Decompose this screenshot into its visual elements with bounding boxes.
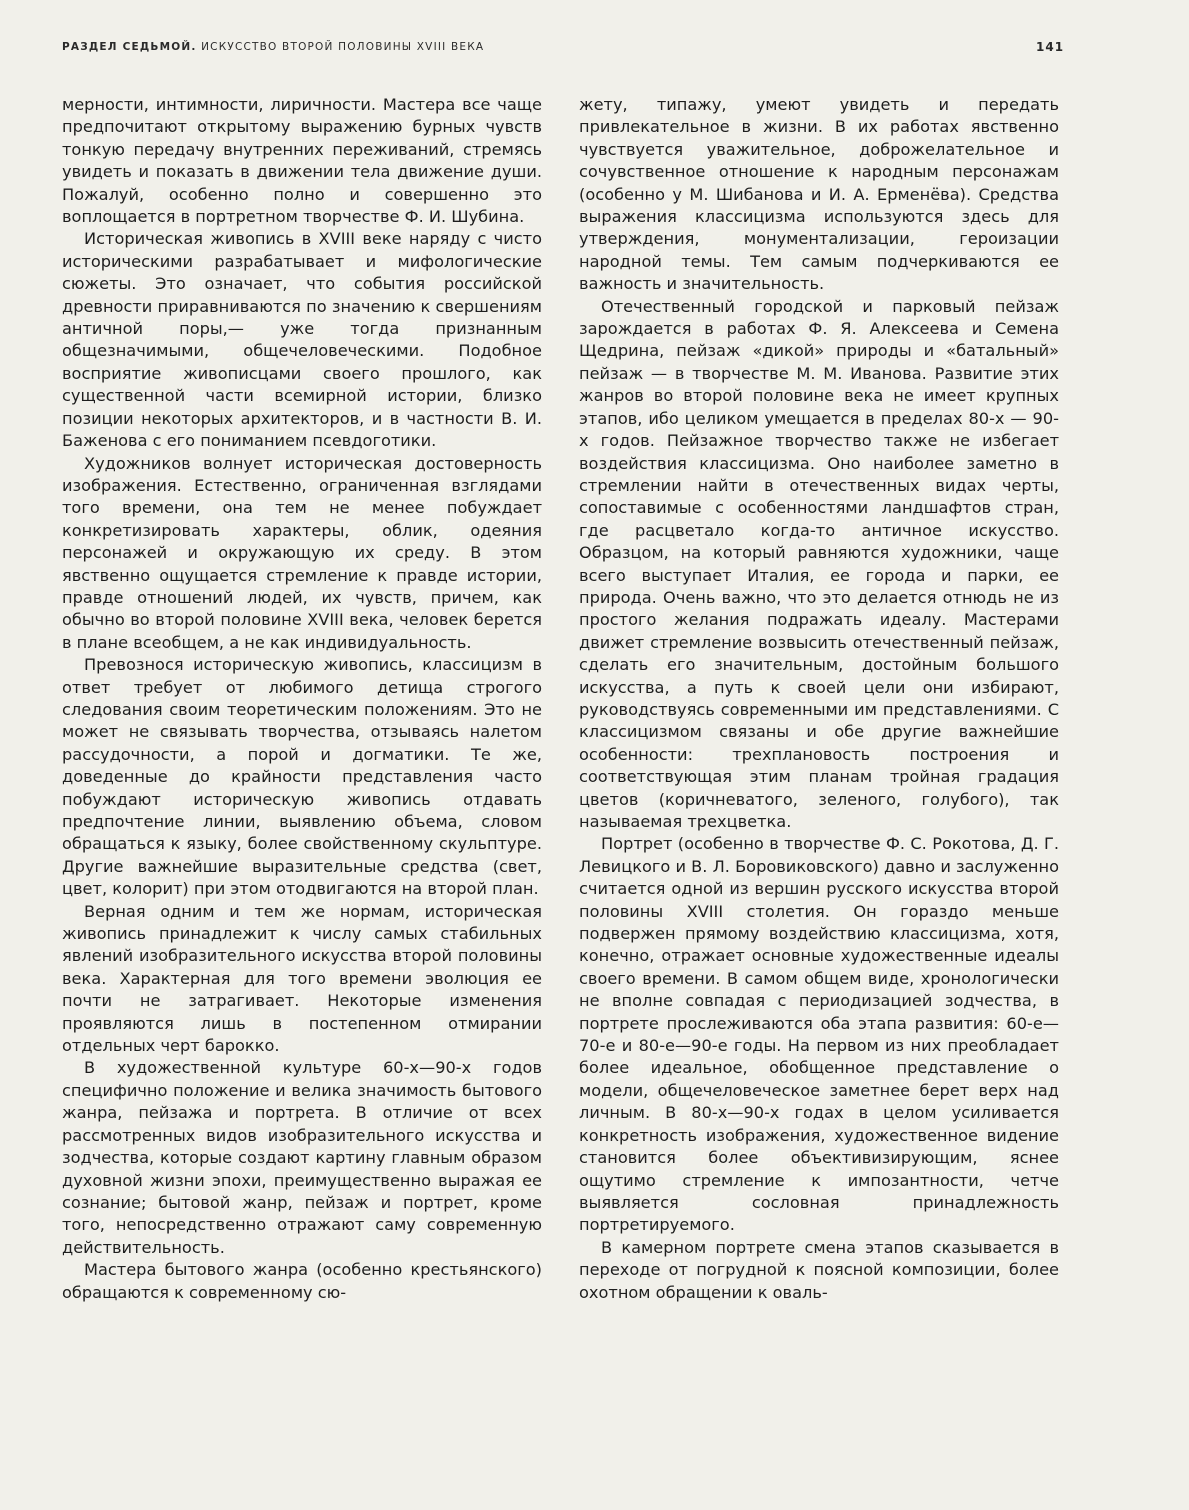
paragraph: В художественной культуре 60-х—90-х годов специфично положение и велика значимость бытового жанра, пейзажа и портрета. В отличие от всех рассмотренных видов изобразительного искусства и зодчества, которые создают картину главным образом духовной жизни эпохи, преимущественно выражая ее сознание; бытовой жанр, пейзаж и портрет, кроме того, непосредственно отражают саму современную действительность.	[62, 1058, 542, 1257]
section-title: ИСКУССТВО ВТОРОЙ ПОЛОВИНЫ XVIII ВЕКА	[201, 41, 485, 53]
paragraph: мерности, интимности, лиричности. Мастера все чаще предпочитают открытому выражению бурных чувств тонкую передачу внутренних переживаний, стремясь увидеть и показать в движении тела движение души. Пожалуй, особенно полно и совершенно это воплощается в портретном творчестве Ф. И. Шубина.	[62, 95, 542, 227]
page-number: 141	[1036, 40, 1065, 54]
paragraph: Верная одним и тем же нормам, историческая живопись принадлежит к числу самых стабильных явлений изобразительного искусства второй половины века. Характерная для того времени эволюция ее почти не затрагивает. Некоторые изменения проявляются лишь в постепенном отмирании отдельных черт барокко.	[62, 901, 542, 1056]
right-text-column	[579, 94, 1059, 1304]
section-label: РАЗДЕЛ СЕДЬМОЙ.	[62, 41, 197, 53]
paragraph: Превознося историческую живопись, классицизм в ответ требует от любимого детища строгого следования своим теоретическим положениям. Это не может не связывать творчества, отзываясь налетом рассудочности, а порой и догматики. Те же, доведенные до крайности представления часто побуждают историческую живопись отдавать предпочтение линии, выявлению объема, словом обращаться к языку, более свойственному скульптуре. Другие важнейшие выразительные средства (свет, цвет, колорит) при этом отодвигаются на второй план.	[62, 655, 542, 899]
paragraph: Историческая живопись в XVIII веке наряду с чисто историческими разрабатывает и мифологические сюжеты. Это означает, что события российской древности приравниваются по значению к свершениям античной поры,— уже тогда признанным общезначимыми, общечеловеческими. Подобное восприятие живописцами своего прошлого, как существенной части всемирной истории, близко позиции некоторых архитекторов, и в частности В. И. Баженова с его пониманием псевдоготики.	[62, 229, 542, 451]
paragraph: Портрет (особенно в творчестве Ф. С. Рокотова, Д. Г. Левицкого и В. Л. Боровиковского) давно и заслуженно считается одной из вершин русского искусства второй половины XVIII столетия. Он гораздо меньше подвержен прямому воздействию классицизма, хотя, конечно, отражает основные художественные идеалы своего времени. В самом общем виде, хронологически не вполне совпадая с периодизацией зодчества, в портрете прослеживаются оба этапа развития: 60-е—70-е и 80-е—90-е годы. На первом из них преобладает более идеальное, обобщенное представление о модели, общечеловеческое заметнее берет верх над личным. В 80-х—90-х годах в целом усиливается конкретность изображения, художественное видение становится более объективизирующим, яснее ощутимо стремление к импозантности, четче выявляется сословная принадлежность портретируемого.	[579, 834, 1059, 1235]
paragraph: Отечественный городской и парковый пейзаж зарождается в работах Ф. Я. Алексеева и Семена Щедрина, пейзаж «дикой» природы и «батальный» пейзаж — в творчестве М. М. Иванова. Развитие этих жанров во второй половине века не имеет крупных этапов, ибо целиком умещается в пределах 80-х — 90-х годов. Пейзажное творчество также не избегает воздействия классицизма. Оно наиболее заметно в стремлении найти в отечественных видах черты, сопоставимые с особенностями ландшафтов стран, где расцветало когда-то античное искусство. Образцом, на который равняются художники, чаще всего выступает Италия, ее города и парки, ее природа. Очень важно, что это делается отнюдь не из простого желания подражать идеалу. Мастерами движет стремление возвысить отечественный пейзаж, сделать его значительным, достойным большого искусства, а путь к своей цели они избирают, руководствуясь современными им представлениями. С классицизмом связаны и обе другие важнейшие особенности: трехплановость построения и соответствующая этим планам тройная градация цветов (коричневатого, зеленого, голубого), так называемая трехцветка.	[579, 296, 1059, 831]
paragraph: Мастера бытового жанра (особенно крестьянского) обращаются к современному сю-	[62, 1260, 542, 1302]
paragraph: жету, типажу, умеют увидеть и передать привлекательное в жизни. В их работах явственно чувствуется уважительное, доброжелательное и сочувственное отношение к народным персонажам (особенно у М. Шибанова и И. А. Ерменёва). Средства выражения классицизма используются здесь для утверждения, монументализации, героизации народной темы. Тем самым подчеркиваются ее важность и значительность.	[579, 95, 1059, 294]
paragraph: В камерном портрете смена этапов сказывается в переходе от погрудной к поясной композиции, более охотном обращении к оваль-	[579, 1237, 1059, 1302]
paragraph: Художников волнует историческая достоверность изображения. Естественно, ограниченная взглядами того времени, она тем не менее побуждает конкретизировать характеры, облик, одеяния персонажей и окружающую их среду. В этом явственно ощущается стремление к правде истории, правде отношений людей, их чувств, причем, как обычно во второй половине XVIII века, человек берется в плане всеобщем, а не как индивидуальность.	[62, 453, 542, 652]
left-text-column	[62, 94, 542, 1304]
running-head	[62, 41, 484, 53]
